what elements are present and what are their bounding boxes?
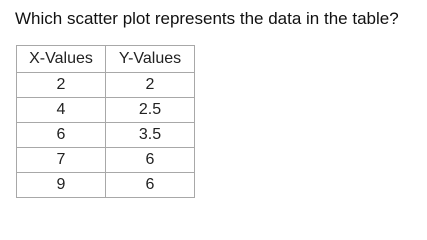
y-value-cell: 6	[106, 173, 195, 198]
y-value-cell: 2.5	[106, 98, 195, 123]
x-value-cell: 2	[17, 73, 106, 98]
table-row	[17, 148, 195, 173]
table-header-row	[17, 46, 195, 73]
table-row	[17, 173, 195, 198]
question-text: Which scatter plot represents the data in the table?	[15, 9, 399, 28]
column-header-y-values: Y-Values	[106, 46, 195, 73]
x-value-cell: 7	[17, 148, 106, 173]
data-table	[16, 45, 195, 198]
y-value-cell: 3.5	[106, 123, 195, 148]
column-header-x-values: X-Values	[17, 46, 106, 73]
table-row	[17, 73, 195, 98]
y-value-cell: 2	[106, 73, 195, 98]
table-row	[17, 98, 195, 123]
x-value-cell: 4	[17, 98, 106, 123]
x-value-cell: 6	[17, 123, 106, 148]
y-value-cell: 6	[106, 148, 195, 173]
x-value-cell: 9	[17, 173, 106, 198]
table-row	[17, 123, 195, 148]
